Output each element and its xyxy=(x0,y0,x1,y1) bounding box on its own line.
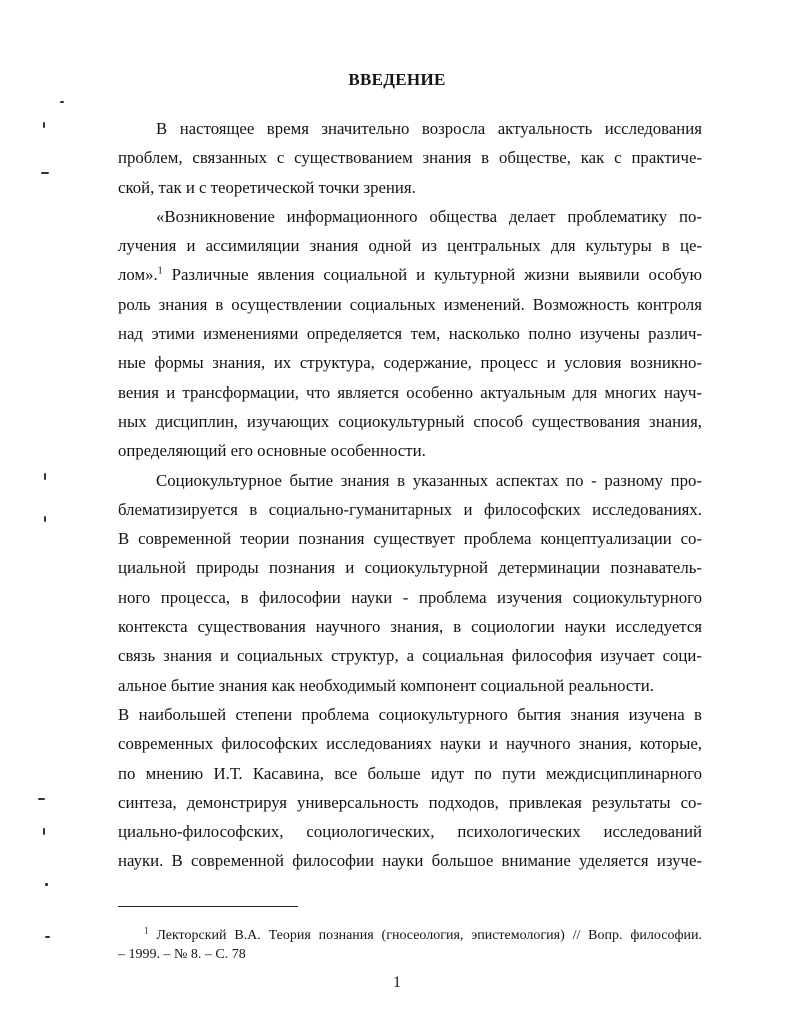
text-line: ных дисциплин, изучающих социокультурный способ существования знания, xyxy=(118,411,702,431)
text-line: циально-философских, социологических, психологических исследований xyxy=(118,822,702,842)
text-line: роль знания в осуществлении социальных изменений. Возможность контроля xyxy=(118,294,702,314)
text-line: альное бытие знания как необходимый компонент социальной реальности. xyxy=(118,675,654,695)
scan-speck xyxy=(45,936,50,938)
text-line: В настоящее время значительно возросла актуальность исследования xyxy=(156,119,702,138)
text-line-with-footnote xyxy=(118,260,702,289)
scan-speck xyxy=(44,516,46,522)
scan-speck xyxy=(43,122,45,128)
scan-speck xyxy=(45,883,48,886)
scan-speck xyxy=(41,172,49,174)
scan-speck xyxy=(43,828,45,835)
text-line: над этими изменениями определяется тем, насколько полно изучены различ- xyxy=(118,324,702,344)
footnote-text: Лекторский В.А. Теория познания (гносеология, эпистемология) // Вопр. философии. xyxy=(148,928,702,943)
footnote-reference[interactable]: 1 xyxy=(157,265,163,277)
text-line: связь знания и социальных структур, а социальная философия изучает соци- xyxy=(118,646,702,666)
page-title: ВВЕДЕНИЕ xyxy=(348,70,446,89)
text-line: блематизируется в социально-гуманитарных и философских исследованиях. xyxy=(118,499,702,519)
text-line: ные формы знания, их структура, содержание, процесс и условия возникно- xyxy=(118,353,702,373)
scan-speck xyxy=(38,798,45,800)
text-line: В наибольшей степени проблема социокультурного бытия знания изучена в xyxy=(118,704,702,724)
text-line: науки. В современной философии науки большое внимание уделяется изуче- xyxy=(118,851,702,871)
scan-speck xyxy=(44,473,46,480)
text-line: определяющий его основные особенности. xyxy=(118,441,426,461)
footnote-separator xyxy=(118,906,298,907)
text-line: современных философских исследованиях науки и научного знания, которые, xyxy=(118,734,702,754)
text-line: лучения и ассимиляции знания одной из центральных для культуры в це- xyxy=(118,236,702,256)
text-line: проблем, связанных с существованием знания в обществе, как с практиче- xyxy=(118,148,702,168)
body-text xyxy=(118,114,702,876)
text-line: В современной теории познания существует проблема концептуализации со- xyxy=(118,529,702,549)
text-line: ской, так и с теоретической точки зрения. xyxy=(118,177,416,197)
text-line: по мнению И.Т. Касавина, все больше идут по пути междисциплинарного xyxy=(118,763,702,783)
footnote xyxy=(118,926,702,964)
text-fragment: лом». xyxy=(118,265,158,285)
text-line: контекста существования научного знания, в социологии науки исследуется xyxy=(118,617,702,637)
text-line: Социокультурное бытие знания в указанных аспектах по - разному про- xyxy=(156,470,702,490)
text-line: ного процесса, в философии науки - проблема изучения социокультурного xyxy=(118,587,702,607)
text-line: «Возникновение информационного общества делает проблематику по- xyxy=(156,206,702,226)
text-line: синтеза, демонстрируя универсальность подходов, привлекая результаты со- xyxy=(118,792,702,812)
scan-speck xyxy=(60,101,64,103)
text-line: циальной природы познания и социокультурной детерминации познаватель- xyxy=(118,558,702,578)
footnote-line xyxy=(118,926,702,945)
page-number: 1 xyxy=(393,974,401,991)
footnote-marker: 1 xyxy=(144,925,149,936)
footnote-line: – 1999. – № 8. – С. 78 xyxy=(118,947,246,962)
text-fragment: Различные явления социальной и культурной жизни выявили особую xyxy=(162,265,702,285)
text-line: вения и трансформации, что является особенно актуальным для многих науч- xyxy=(118,382,702,402)
